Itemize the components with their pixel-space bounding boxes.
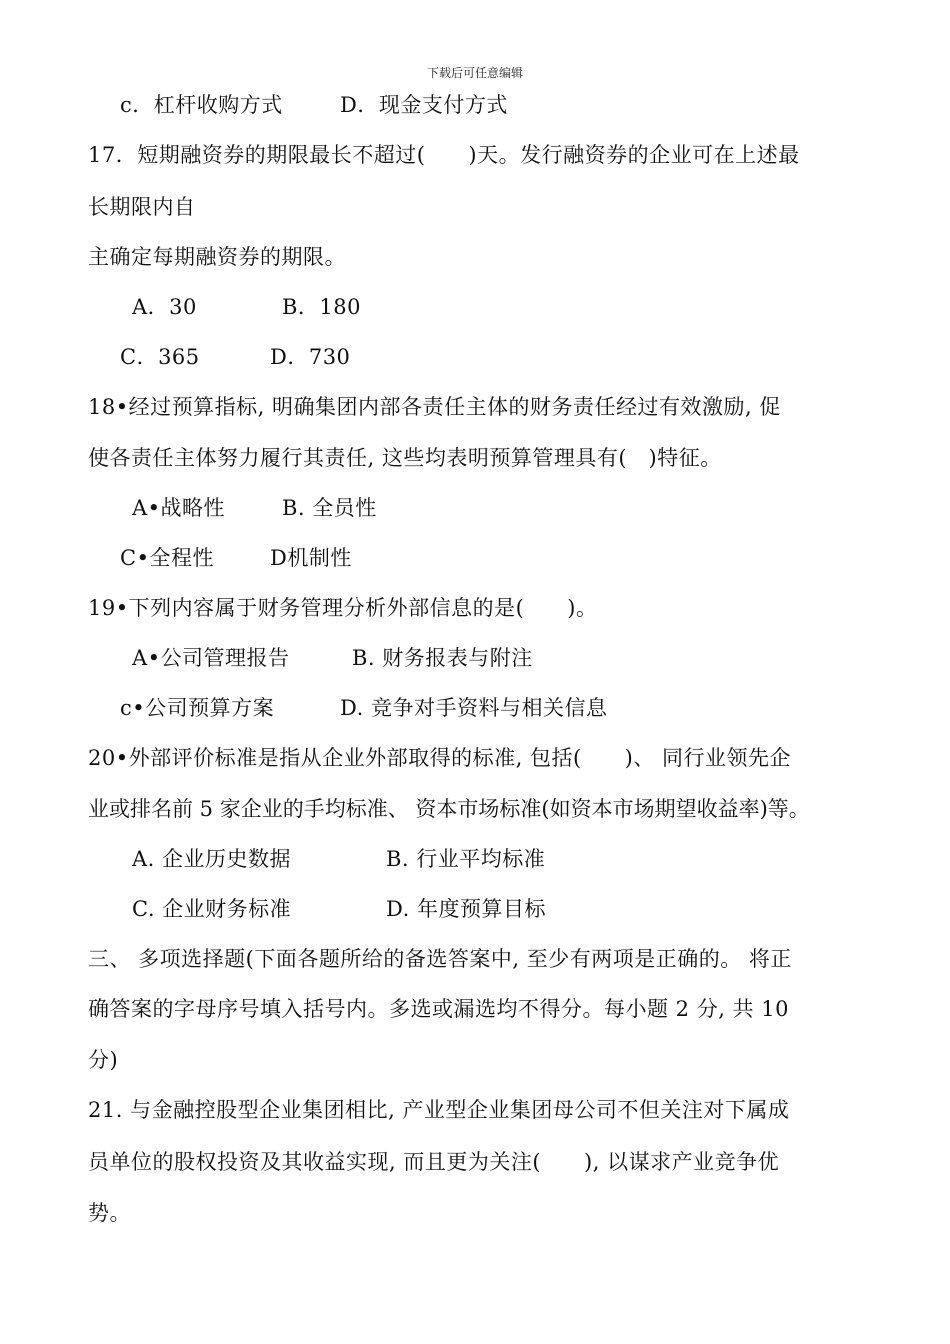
page-header: 下载后可任意编辑 xyxy=(426,66,523,80)
section-3-heading-line-3: 分) xyxy=(88,1048,119,1072)
option-a-18: A•战略性 xyxy=(132,496,226,520)
question-21-line-2: 员单位的股权投资及其收益实现, 而且更为关注( ), 以谋求产业竞争优 xyxy=(88,1150,780,1174)
question-21-line-3: 势。 xyxy=(88,1201,131,1225)
question-17-line-3: 主确定每期融资券的期限。 xyxy=(88,245,346,269)
option-c-18: C•全程性 xyxy=(120,546,214,570)
question-18-line-2: 使各责任主体努力履行其责任, 这些均表明预算管理具有( )特征。 xyxy=(88,446,722,470)
option-b-20: B. 行业平均标准 xyxy=(386,847,546,871)
question-20-line-1: 20•外部评价标准是指从企业外部取得的标准, 包括( )、 同行业领先企 xyxy=(88,746,792,770)
option-d-20: D. 年度预算目标 xyxy=(386,897,546,921)
option-a-19: A•公司管理报告 xyxy=(132,646,290,670)
question-17-line-2: 长期限内自 xyxy=(88,195,196,219)
option-a-17: A．30 xyxy=(132,295,197,319)
option-b-17: B．180 xyxy=(282,295,362,319)
option-c-20: C. 企业财务标准 xyxy=(132,897,292,921)
option-d-16: D．现金支付方式 xyxy=(340,93,508,117)
section-3-heading-line-2: 确答案的字母序号填入括号内。多选或漏选均不得分。每小题 2 分, 共 10 xyxy=(88,997,789,1021)
option-d-18: D机制性 xyxy=(270,546,352,570)
question-21-line-1: 21. 与金融控股型企业集团相比, 产业型企业集团母公司不但关注对下属成 xyxy=(88,1098,790,1122)
option-c-19: c•公司预算方案 xyxy=(120,696,275,720)
question-19-line-1: 19•下列内容属于财务管理分析外部信息的是( )。 xyxy=(88,596,598,620)
option-b-18: B. 全员性 xyxy=(282,496,377,520)
option-c-16: c．杠杆收购方式 xyxy=(120,93,283,117)
option-a-20: A. 企业历史数据 xyxy=(132,847,292,871)
question-18-line-1: 18•经过预算指标, 明确集团内部各责任主体的财务责任经过有效激励, 促 xyxy=(88,395,781,419)
option-d-19: D. 竞争对手资料与相关信息 xyxy=(340,696,608,720)
option-c-17: C．365 xyxy=(120,345,200,369)
option-b-19: B. 财务报表与附注 xyxy=(352,646,533,670)
question-17-line-1: 17．短期融资券的期限最长不超过( )天。发行融资券的企业可在上述最 xyxy=(88,143,800,167)
section-3-heading-line-1: 三、 多项选择题(下面各题所给的备选答案中, 至少有两项是正确的。 将正 xyxy=(88,947,792,971)
option-d-17: D．730 xyxy=(270,345,351,369)
question-20-line-2: 业或排名前 5 家企业的手均标准、 资本市场标准(如资本市场期望收益率)等。 xyxy=(88,797,810,821)
